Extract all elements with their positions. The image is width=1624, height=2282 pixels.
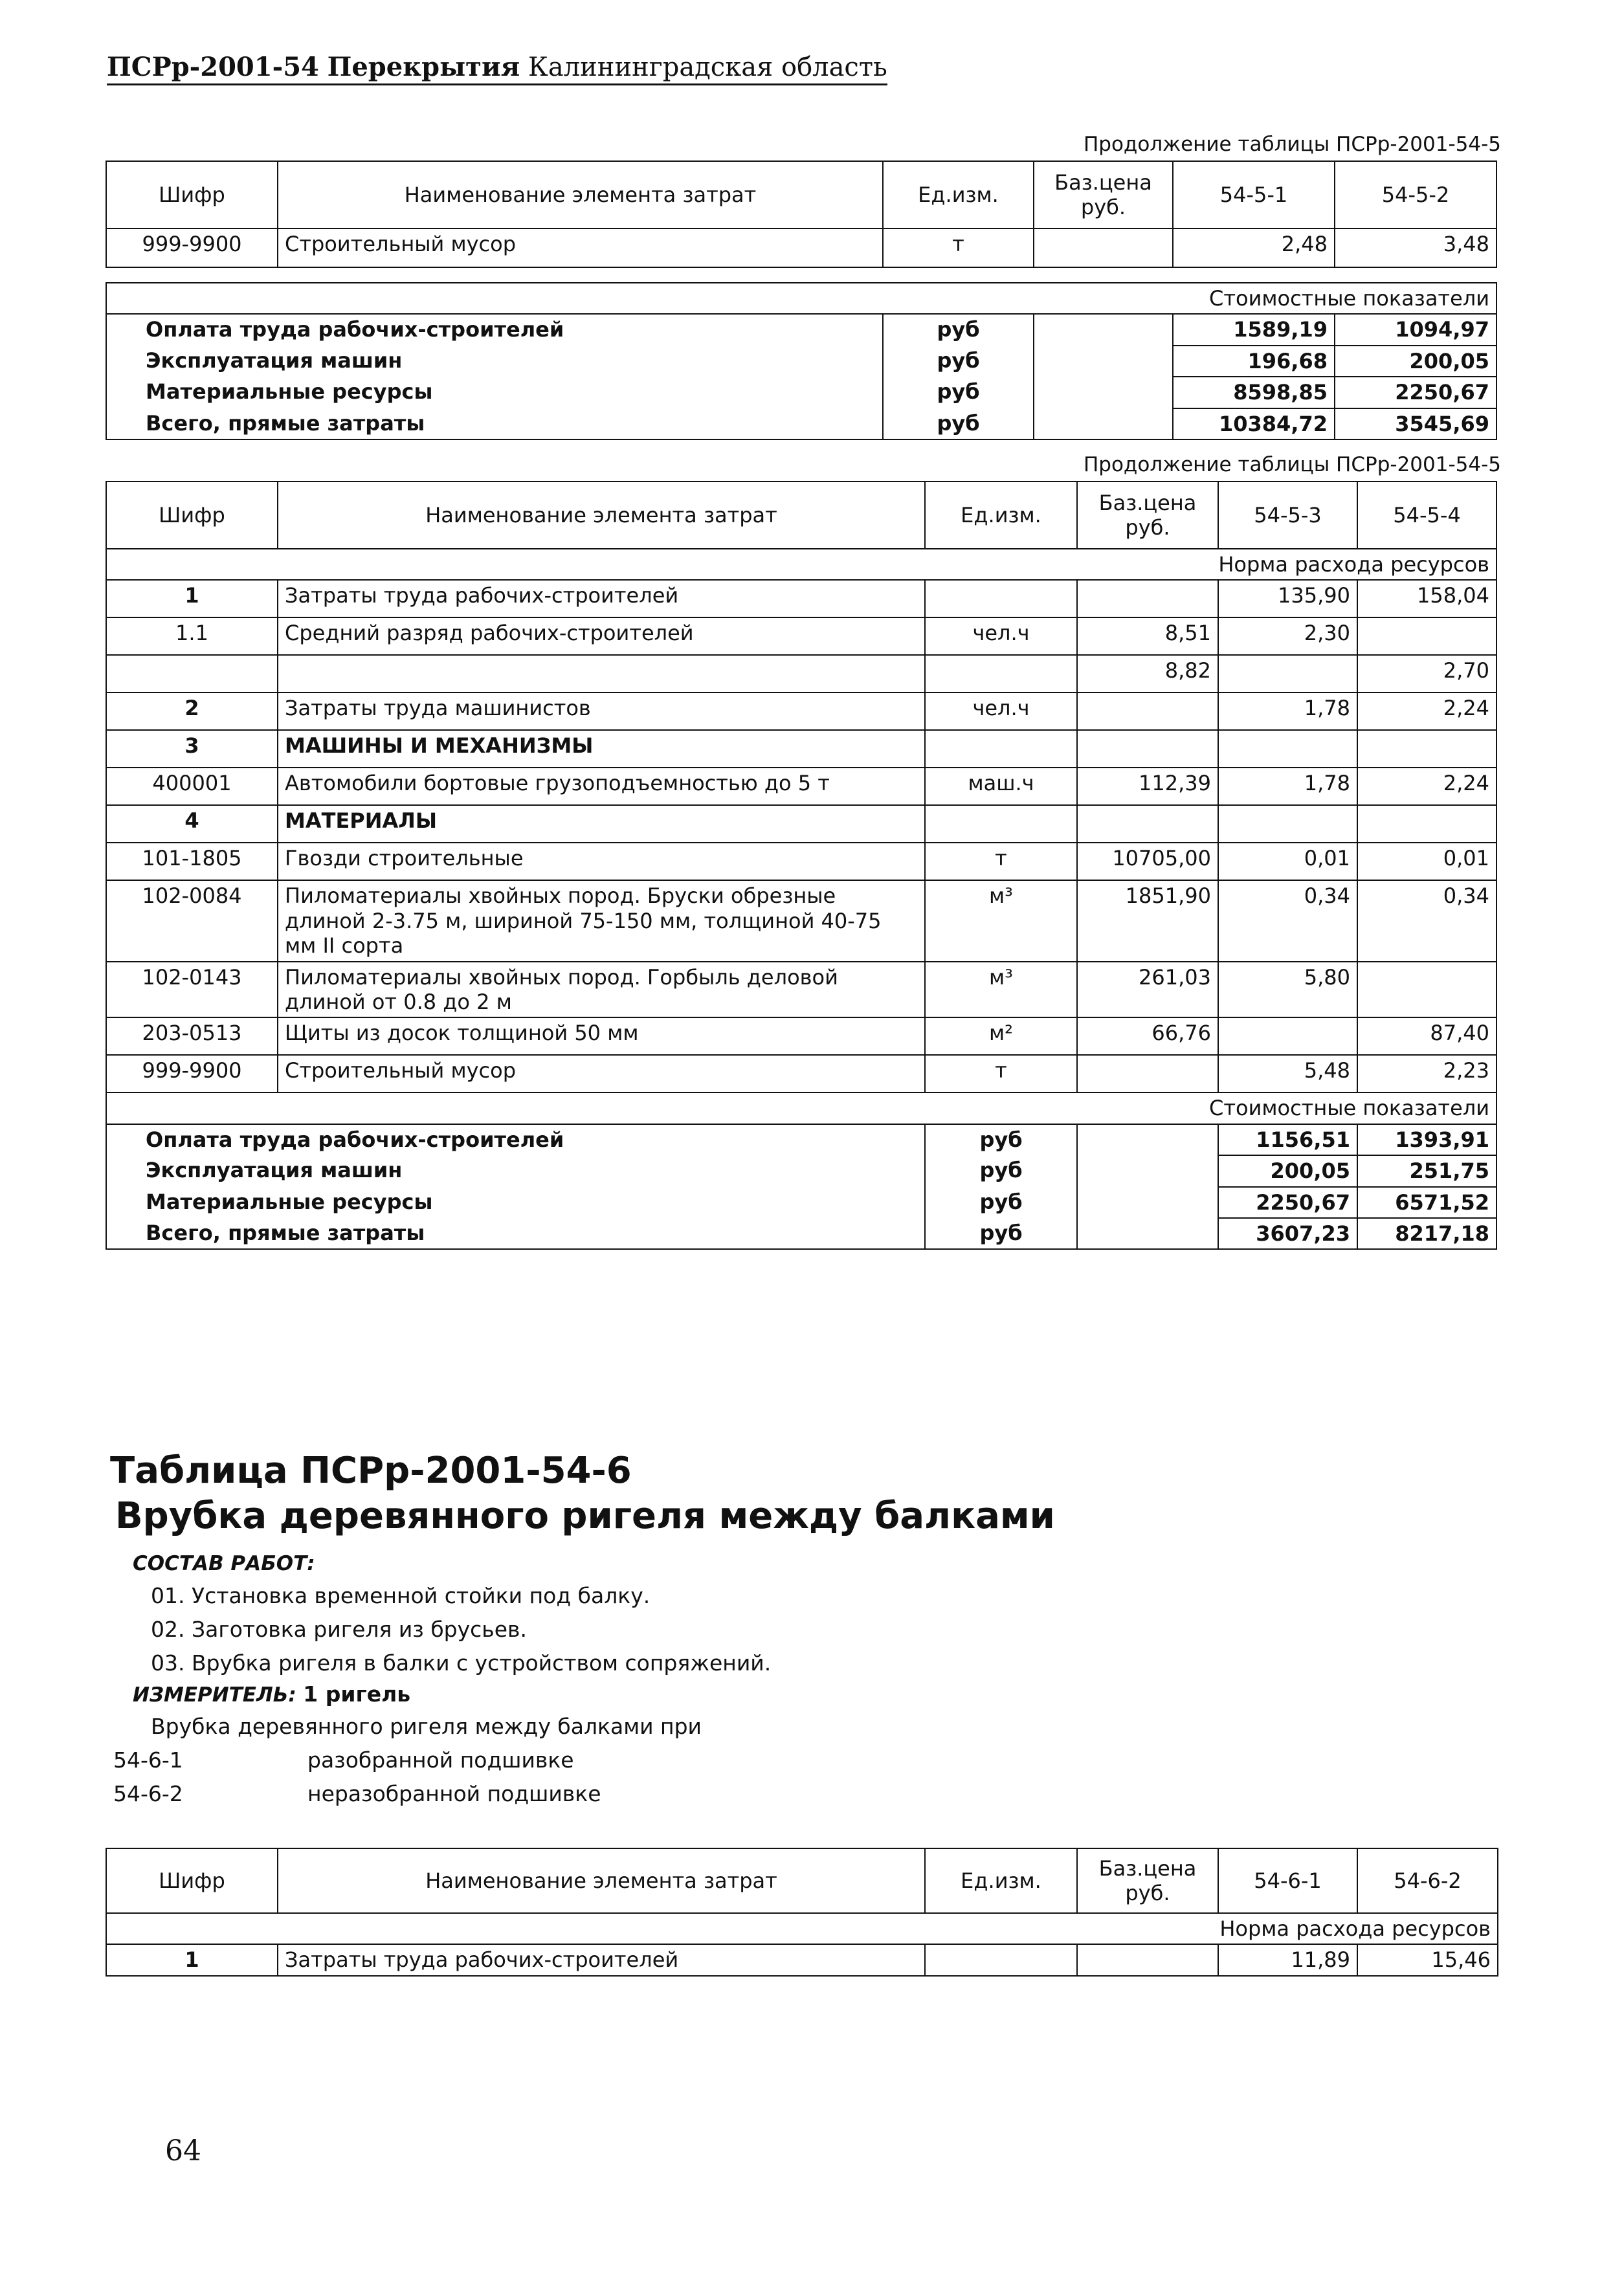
row-unit: м³ — [925, 880, 1077, 961]
row-name: Затраты труда машинистов — [278, 692, 925, 730]
row-unit — [925, 1944, 1077, 1975]
cost-blank — [1077, 1187, 1218, 1218]
variant-text: разобранной подшивке — [307, 1747, 574, 1773]
row-price: 112,39 — [1077, 768, 1218, 805]
col-v2-header: 54-5-2 — [1335, 161, 1496, 228]
cost-unit: руб — [883, 314, 1034, 345]
cost-blank — [1077, 1124, 1218, 1155]
cost-v2: 1393,91 — [1357, 1124, 1496, 1155]
row-v2: 0,34 — [1357, 880, 1496, 961]
table-row — [106, 580, 1496, 617]
cost-rows — [106, 314, 1496, 439]
row-code: 400001 — [106, 768, 278, 805]
col-code-header: Шифр — [106, 482, 278, 549]
cost-v1: 8598,85 — [1173, 377, 1335, 408]
cost-name: Всего, прямые затраты — [106, 1218, 925, 1249]
row-name: Средний разряд рабочих-строителей — [278, 617, 925, 655]
section-subtitle: Врубка деревянного ригеля между балками — [115, 1495, 1055, 1537]
row-unit: м² — [925, 1017, 1077, 1055]
col-name-header: Наименование элемента затрат — [278, 1848, 925, 1913]
table-row — [106, 768, 1496, 805]
row-name: Строительный мусор — [278, 228, 883, 267]
cost-v2: 2250,67 — [1335, 377, 1496, 408]
row-name: МАТЕРИАЛЫ — [278, 805, 925, 843]
row-v1: 5,80 — [1218, 962, 1357, 1018]
row-price: 261,03 — [1077, 962, 1218, 1018]
cost-blank — [1034, 346, 1173, 377]
col-unit-header: Ед.изм. — [883, 161, 1034, 228]
row-price — [1077, 580, 1218, 617]
meter-value: 1 ригель — [303, 1681, 411, 1707]
table3 — [106, 1848, 1498, 1977]
row-price — [1077, 692, 1218, 730]
row-unit: чел.ч — [925, 692, 1077, 730]
table-row — [106, 730, 1496, 768]
cost-row — [106, 408, 1496, 439]
cost-row — [106, 1124, 1496, 1155]
work-item: 01. Установка временной стойки под балку. — [151, 1583, 651, 1608]
cost-v2: 200,05 — [1335, 346, 1496, 377]
row-code — [106, 655, 278, 692]
table-row — [106, 1017, 1496, 1055]
row-v2: 3,48 — [1335, 228, 1496, 267]
work-item: 02. Заготовка ригеля из брусьев. — [151, 1617, 527, 1642]
col-name-header: Наименование элемента затрат — [278, 482, 925, 549]
cost-row — [106, 1155, 1496, 1186]
cost-name: Материальные ресурсы — [106, 1187, 925, 1218]
cost-v1: 1589,19 — [1173, 314, 1335, 345]
cost-v2: 3545,69 — [1335, 408, 1496, 439]
table-row — [106, 843, 1496, 880]
row-v1 — [1218, 805, 1357, 843]
row-code: 102-0084 — [106, 880, 278, 961]
row-name: Гвозди строительные — [278, 843, 925, 880]
col-price-header: Баз.цена руб. — [1077, 1848, 1218, 1913]
cost-unit: руб — [925, 1218, 1077, 1249]
row-v1 — [1218, 655, 1357, 692]
row-name: Автомобили бортовые грузоподъемностью до 5 т — [278, 768, 925, 805]
row-code: 1 — [106, 580, 278, 617]
row-name: Щиты из досок толщиной 50 мм — [278, 1017, 925, 1055]
table2 — [106, 481, 1497, 1250]
cost-name: Всего, прямые затраты — [106, 408, 883, 439]
row-price: 66,76 — [1077, 1017, 1218, 1055]
norm-heading: Норма расхода ресурсов — [106, 1913, 1498, 1944]
cost-blank — [1034, 314, 1173, 345]
row-v2 — [1357, 730, 1496, 768]
cost-v1: 196,68 — [1173, 346, 1335, 377]
cost-blank — [1077, 1218, 1218, 1249]
row-name: МАШИНЫ И МЕХАНИЗМЫ — [278, 730, 925, 768]
row-name: Пиломатериалы хвойных пород. Бруски обрезные длиной 2-3.75 м, шириной 75-150 мм, толщиной 40-75 мм II сорта — [278, 880, 925, 961]
cost-v1: 10384,72 — [1173, 408, 1335, 439]
cost-rows — [106, 1124, 1496, 1250]
row-v1: 1,78 — [1218, 692, 1357, 730]
section-desc: Врубка деревянного ригеля между балками при — [151, 1714, 702, 1739]
row-code: 4 — [106, 805, 278, 843]
header-section: Перекрытия — [327, 52, 520, 82]
row-unit — [925, 805, 1077, 843]
row-price — [1077, 805, 1218, 843]
row-price — [1034, 228, 1173, 267]
row-price — [1077, 730, 1218, 768]
works-label: СОСТАВ РАБОТ: — [133, 1552, 315, 1575]
row-v2: 2,70 — [1357, 655, 1496, 692]
cost-v2: 8217,18 — [1357, 1218, 1496, 1249]
cost-v1: 3607,23 — [1218, 1218, 1357, 1249]
table-gap — [106, 267, 1496, 283]
row-unit: т — [925, 843, 1077, 880]
col-price-header: Баз.цена руб. — [1077, 482, 1218, 549]
row-name: Строительный мусор — [278, 1055, 925, 1092]
variant-code: 54-6-1 — [113, 1747, 183, 1773]
variant-code: 54-6-2 — [113, 1781, 183, 1806]
cost-v1: 2250,67 — [1218, 1187, 1357, 1218]
row-code: 1 — [106, 1944, 278, 1975]
row-unit: т — [925, 1055, 1077, 1092]
row-unit — [925, 655, 1077, 692]
table-row — [106, 1944, 1498, 1975]
row-name — [278, 655, 925, 692]
meter-label: ИЗМЕРИТЕЛЬ: — [133, 1683, 296, 1707]
meter-line — [133, 1681, 410, 1707]
row-name: Затраты труда рабочих-строителей — [278, 580, 925, 617]
table1 — [106, 161, 1497, 440]
col-code-header: Шифр — [106, 161, 278, 228]
cost-name: Эксплуатация машин — [106, 346, 883, 377]
row-code: 1.1 — [106, 617, 278, 655]
row-name: Затраты труда рабочих-строителей — [278, 1944, 925, 1975]
row-v2: 2,23 — [1357, 1055, 1496, 1092]
cost-name: Оплата труда рабочих-строителей — [106, 1124, 925, 1155]
row-price: 8,82 — [1077, 655, 1218, 692]
row-code: 3 — [106, 730, 278, 768]
cost-blank — [1077, 1155, 1218, 1186]
row-v2 — [1357, 805, 1496, 843]
row-v2 — [1357, 962, 1496, 1018]
table-row — [106, 617, 1496, 655]
row-unit: м³ — [925, 962, 1077, 1018]
row-price — [1077, 1055, 1218, 1092]
row-name: Пиломатериалы хвойных пород. Горбыль деловой длиной от 0.8 до 2 м — [278, 962, 925, 1018]
header-code: ПСРр-2001-54 — [107, 52, 319, 82]
row-v2: 15,46 — [1357, 1944, 1498, 1975]
cost-v1: 200,05 — [1218, 1155, 1357, 1186]
col-unit-header: Ед.изм. — [925, 1848, 1077, 1913]
resource-rows — [106, 580, 1496, 1092]
cost-v2: 251,75 — [1357, 1155, 1496, 1186]
cost-v2: 6571,52 — [1357, 1187, 1496, 1218]
cost-row — [106, 314, 1496, 345]
row-v2: 2,24 — [1357, 692, 1496, 730]
cost-blank — [1034, 408, 1173, 439]
page-header — [107, 52, 887, 85]
row-price: 1851,90 — [1077, 880, 1218, 961]
cost-row — [106, 346, 1496, 377]
row-unit: чел.ч — [925, 617, 1077, 655]
row-v1: 2,48 — [1173, 228, 1335, 267]
row-price: 8,51 — [1077, 617, 1218, 655]
row-v1 — [1218, 730, 1357, 768]
table-row — [106, 655, 1496, 692]
header-region: Калининградская область — [528, 52, 887, 82]
row-v1: 0,01 — [1218, 843, 1357, 880]
row-unit — [925, 580, 1077, 617]
row-unit — [925, 730, 1077, 768]
cost-heading: Стоимостные показатели — [106, 283, 1496, 314]
col-unit-header: Ед.изм. — [925, 482, 1077, 549]
row-v2: 2,24 — [1357, 768, 1496, 805]
row-v1: 2,30 — [1218, 617, 1357, 655]
row-v1: 0,34 — [1218, 880, 1357, 961]
row-unit: т — [883, 228, 1034, 267]
cost-row — [106, 1187, 1496, 1218]
cost-name: Оплата труда рабочих-строителей — [106, 314, 883, 345]
cost-v1: 1156,51 — [1218, 1124, 1357, 1155]
row-code: 203-0513 — [106, 1017, 278, 1055]
col-price-header: Баз.цена руб. — [1034, 161, 1173, 228]
work-item: 03. Врубка ригеля в балки с устройством сопряжений. — [151, 1650, 772, 1676]
row-v1 — [1218, 1017, 1357, 1055]
cost-row — [106, 1218, 1496, 1249]
cost-name: Материальные ресурсы — [106, 377, 883, 408]
cost-unit: руб — [883, 346, 1034, 377]
cost-unit: руб — [925, 1124, 1077, 1155]
row-v2: 87,40 — [1357, 1017, 1496, 1055]
table1-continuation: Продолжение таблицы ПСРр-2001-54-5 — [1083, 133, 1501, 156]
row-v1: 11,89 — [1218, 1944, 1357, 1975]
row-price: 10705,00 — [1077, 843, 1218, 880]
cost-row — [106, 377, 1496, 408]
table-row — [106, 805, 1496, 843]
norm-heading: Норма расхода ресурсов — [106, 549, 1496, 580]
col-v2-header: 54-5-4 — [1357, 482, 1496, 549]
row-code: 999-9900 — [106, 228, 278, 267]
section-title: Таблица ПСРр-2001-54-6 — [110, 1450, 632, 1492]
cost-unit: руб — [925, 1187, 1077, 1218]
row-v2 — [1357, 617, 1496, 655]
page-number: 64 — [165, 2134, 201, 2167]
row-code: 999-9900 — [106, 1055, 278, 1092]
row-code: 2 — [106, 692, 278, 730]
row-v1: 1,78 — [1218, 768, 1357, 805]
cost-unit: руб — [925, 1155, 1077, 1186]
table-row — [106, 692, 1496, 730]
cost-heading: Стоимостные показатели — [106, 1092, 1496, 1124]
row-v2: 158,04 — [1357, 580, 1496, 617]
table2-continuation: Продолжение таблицы ПСРр-2001-54-5 — [1083, 453, 1501, 476]
variant-text: неразобранной подшивке — [307, 1781, 601, 1806]
col-v2-header: 54-6-2 — [1357, 1848, 1498, 1913]
row-v1: 5,48 — [1218, 1055, 1357, 1092]
cost-blank — [1034, 377, 1173, 408]
row-v2: 0,01 — [1357, 843, 1496, 880]
col-v1-header: 54-6-1 — [1218, 1848, 1357, 1913]
cost-v2: 1094,97 — [1335, 314, 1496, 345]
table-row — [106, 962, 1496, 1018]
cost-unit: руб — [883, 408, 1034, 439]
cost-name: Эксплуатация машин — [106, 1155, 925, 1186]
col-v1-header: 54-5-3 — [1218, 482, 1357, 549]
row-unit: маш.ч — [925, 768, 1077, 805]
table-row — [106, 1055, 1496, 1092]
col-v1-header: 54-5-1 — [1173, 161, 1335, 228]
row-price — [1077, 1944, 1218, 1975]
row-code: 101-1805 — [106, 843, 278, 880]
table-row — [106, 880, 1496, 961]
col-code-header: Шифр — [106, 1848, 278, 1913]
col-name-header: Наименование элемента затрат — [278, 161, 883, 228]
cost-unit: руб — [883, 377, 1034, 408]
row-v1: 135,90 — [1218, 580, 1357, 617]
row-code: 102-0143 — [106, 962, 278, 1018]
table-row — [106, 228, 1496, 267]
